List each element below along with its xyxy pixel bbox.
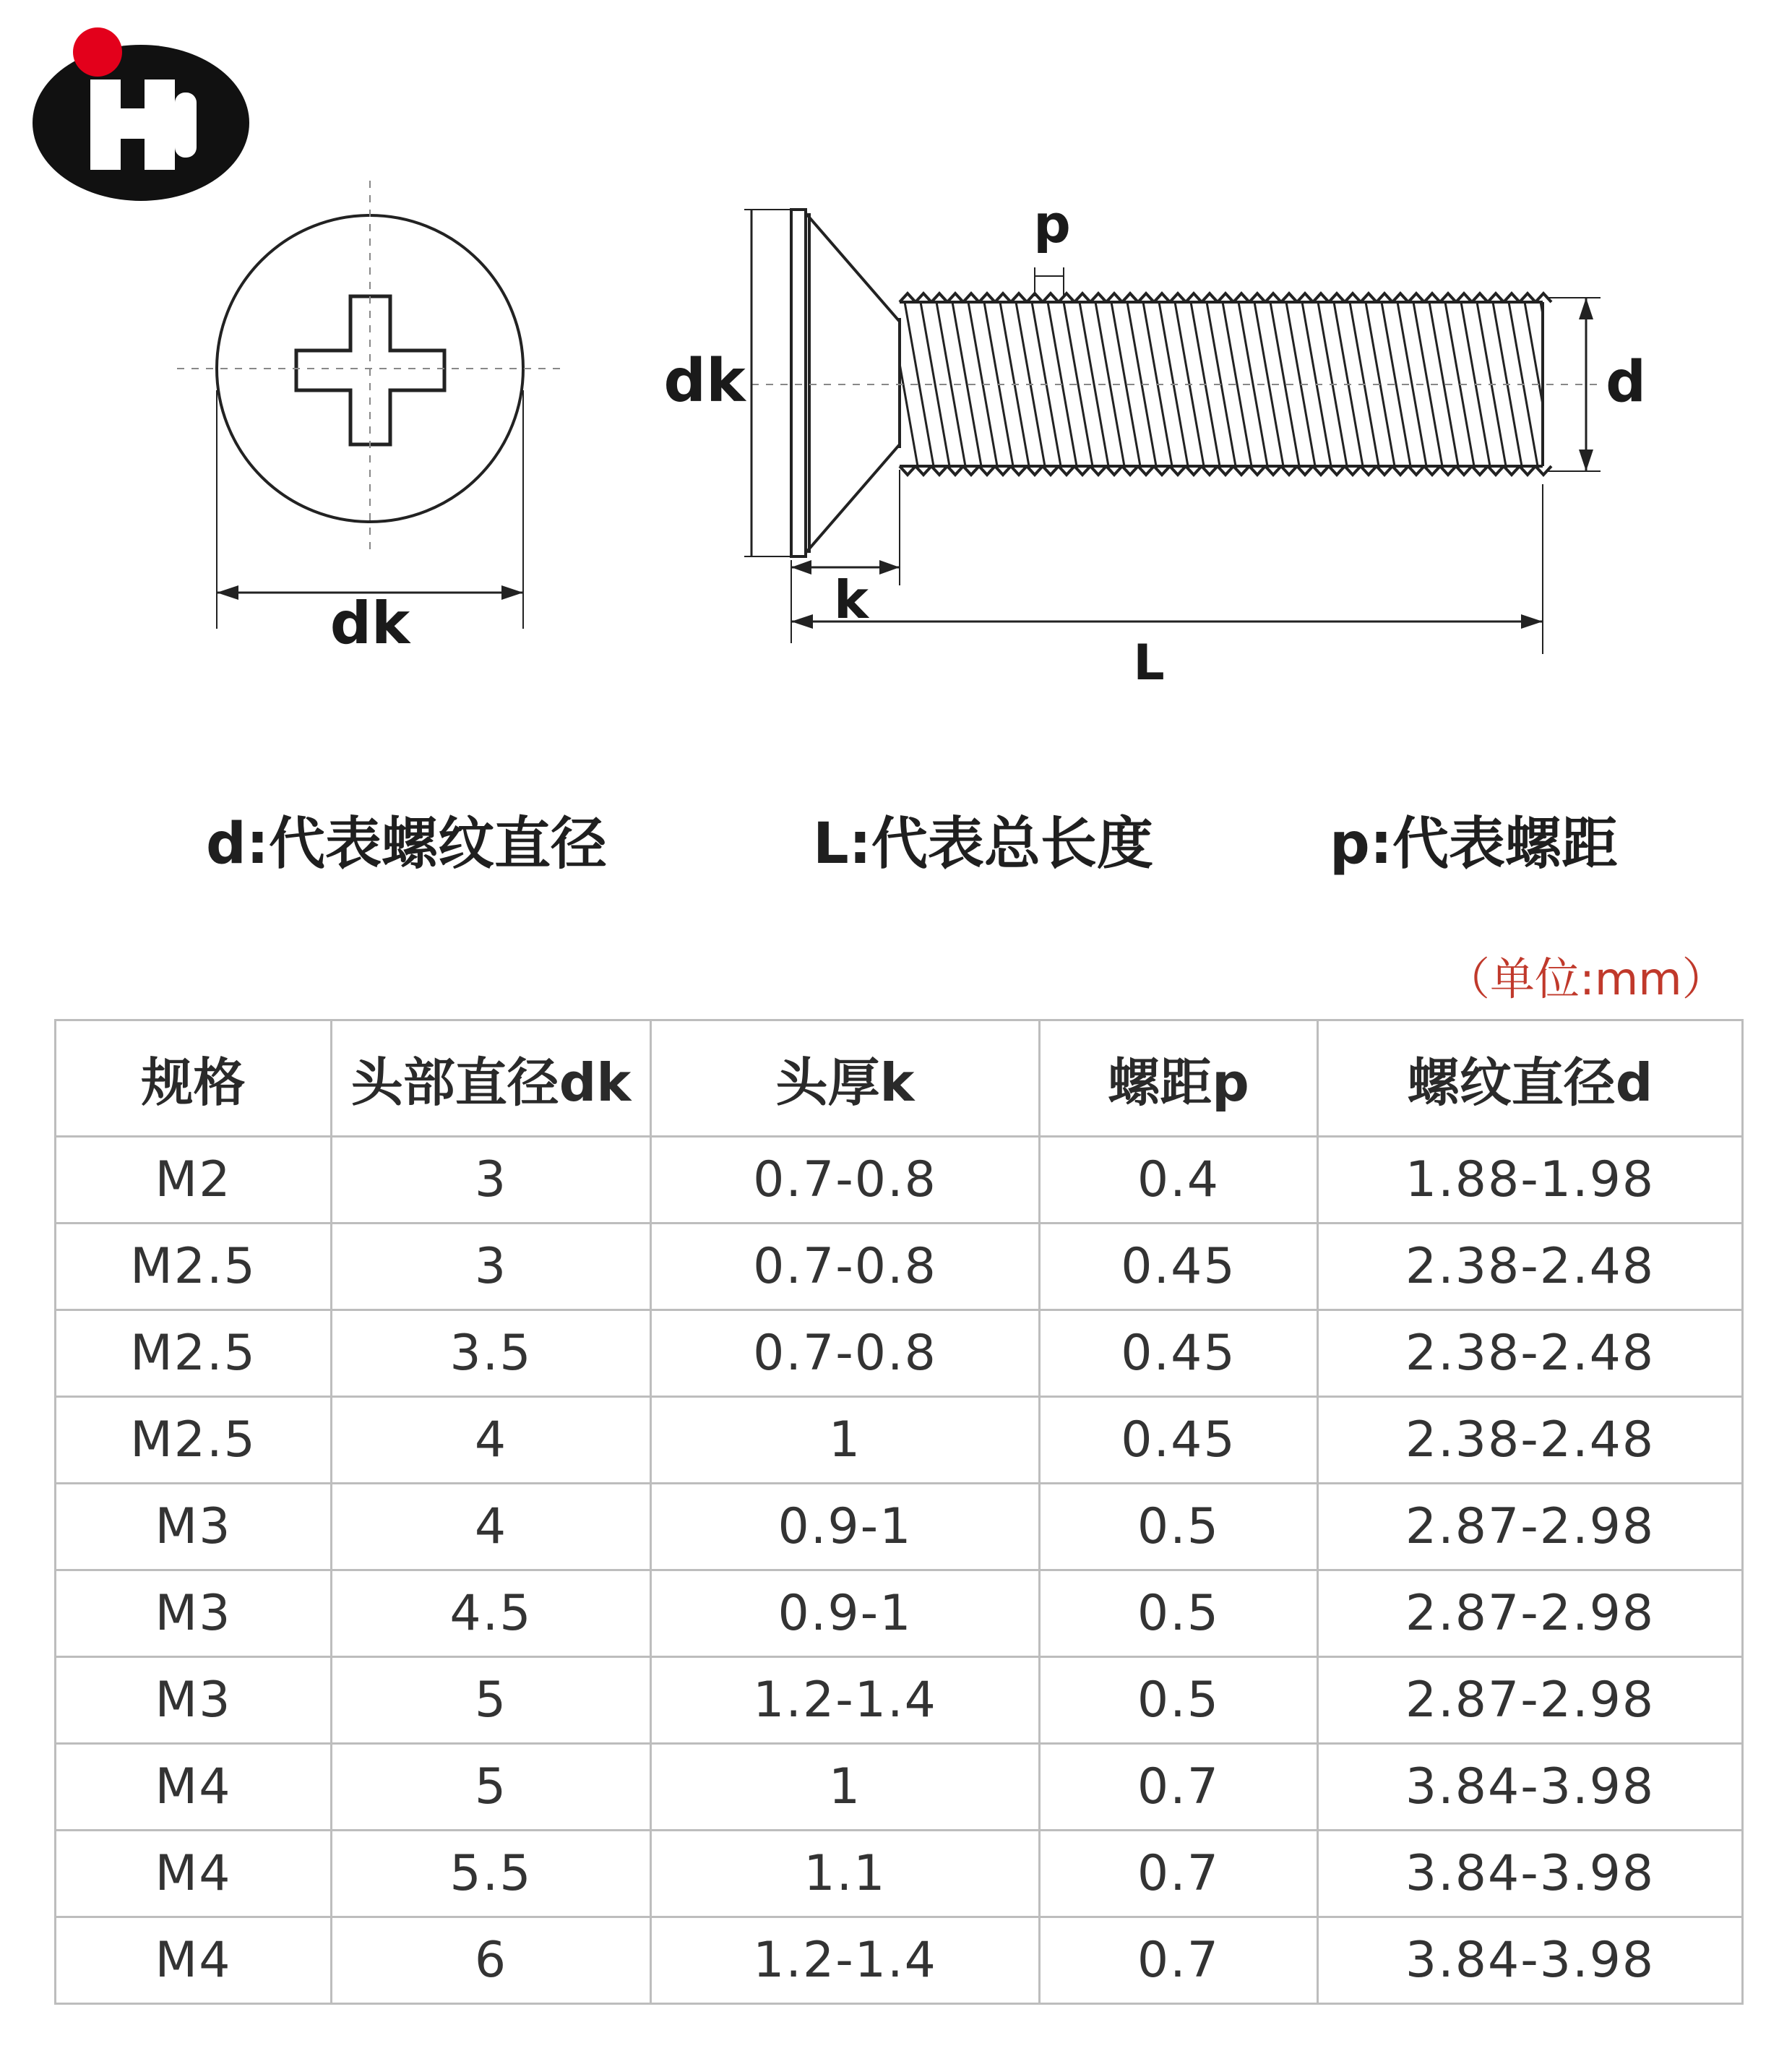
table-row	[56, 1310, 1743, 1397]
header-spec: 规格	[56, 1020, 332, 1137]
length-label: L	[1133, 635, 1165, 692]
header-head-diameter: 头部直径dk	[332, 1020, 651, 1137]
table-row	[56, 1657, 1743, 1744]
legend-pitch: p:代表螺距	[1330, 812, 1619, 877]
table-row	[56, 1224, 1743, 1310]
unit-note: （单位:mm）	[1445, 953, 1727, 1005]
table-cell: M3	[56, 1657, 332, 1744]
table-header-row	[56, 1020, 1743, 1137]
table-cell: 0.7-0.8	[651, 1224, 1040, 1310]
table-cell: M4	[56, 1744, 332, 1831]
table-cell: M4	[56, 1917, 332, 2004]
table-cell: 0.45	[1040, 1397, 1318, 1484]
table-cell: 0.5	[1040, 1657, 1318, 1744]
table-cell: 2.38-2.48	[1318, 1224, 1743, 1310]
screw-diagram	[0, 0, 1792, 723]
table-cell: 3.84-3.98	[1318, 1831, 1743, 1917]
table-row	[56, 1917, 1743, 2004]
table-cell: 1.2-1.4	[651, 1657, 1040, 1744]
table-cell: 5	[332, 1657, 651, 1744]
table-cell: 0.9-1	[651, 1484, 1040, 1570]
table-cell: M2	[56, 1137, 332, 1224]
table-cell: 0.45	[1040, 1224, 1318, 1310]
table-cell: M2.5	[56, 1224, 332, 1310]
table-cell: 2.87-2.98	[1318, 1570, 1743, 1657]
table-cell: 3	[332, 1137, 651, 1224]
table-cell: 0.4	[1040, 1137, 1318, 1224]
table-cell: 1.88-1.98	[1318, 1137, 1743, 1224]
table-cell: M4	[56, 1831, 332, 1917]
table-cell: 0.45	[1040, 1310, 1318, 1397]
header-pitch: 螺距p	[1040, 1020, 1318, 1137]
header-head-thickness: 头厚k	[651, 1020, 1040, 1137]
screw-side-view	[744, 210, 1604, 654]
head-top-view	[177, 181, 564, 629]
table-cell: 3	[332, 1224, 651, 1310]
table-row	[56, 1484, 1743, 1570]
head-thickness-label: k	[834, 569, 869, 630]
table-cell: 0.7	[1040, 1831, 1318, 1917]
table-cell: 0.7	[1040, 1744, 1318, 1831]
table-cell: M3	[56, 1570, 332, 1657]
table-cell: 3.84-3.98	[1318, 1917, 1743, 2004]
table-cell: 2.38-2.48	[1318, 1397, 1743, 1484]
legend-length: L:代表总长度	[813, 812, 1153, 877]
table-cell: 3.5	[332, 1310, 651, 1397]
table-cell: 1	[651, 1397, 1040, 1484]
pitch-label: p	[1033, 194, 1071, 254]
thread-diameter-label: d	[1606, 350, 1646, 415]
table-cell: M2.5	[56, 1397, 332, 1484]
table-cell: 5	[332, 1744, 651, 1831]
table-cell: 2.38-2.48	[1318, 1310, 1743, 1397]
table-cell: 0.9-1	[651, 1570, 1040, 1657]
table-cell: 2.87-2.98	[1318, 1657, 1743, 1744]
spec-table	[54, 1019, 1744, 2005]
table-cell: 1.1	[651, 1831, 1040, 1917]
table-cell: 4	[332, 1397, 651, 1484]
table-cell: M3	[56, 1484, 332, 1570]
table-row	[56, 1831, 1743, 1917]
table-row	[56, 1744, 1743, 1831]
table-cell: 3.84-3.98	[1318, 1744, 1743, 1831]
table-cell: 2.87-2.98	[1318, 1484, 1743, 1570]
table-cell: 4.5	[332, 1570, 651, 1657]
table-row	[56, 1397, 1743, 1484]
head-diameter-label: dk	[329, 590, 410, 657]
header-thread-diameter: 螺纹直径d	[1318, 1020, 1743, 1137]
table-row	[56, 1137, 1743, 1224]
table-cell: M2.5	[56, 1310, 332, 1397]
table-cell: 0.5	[1040, 1570, 1318, 1657]
table-cell: 1.2-1.4	[651, 1917, 1040, 2004]
table-cell: 0.7-0.8	[651, 1310, 1040, 1397]
table-cell: 0.7	[1040, 1917, 1318, 2004]
side-head-diameter-label: dk	[663, 347, 746, 416]
table-cell: 5.5	[332, 1831, 651, 1917]
table-cell: 4	[332, 1484, 651, 1570]
legend-diameter: d:代表螺纹直径	[206, 812, 608, 877]
table-cell: 0.7-0.8	[651, 1137, 1040, 1224]
table-cell: 6	[332, 1917, 651, 2004]
table-cell: 1	[651, 1744, 1040, 1831]
table-row	[56, 1570, 1743, 1657]
table-cell: 0.5	[1040, 1484, 1318, 1570]
